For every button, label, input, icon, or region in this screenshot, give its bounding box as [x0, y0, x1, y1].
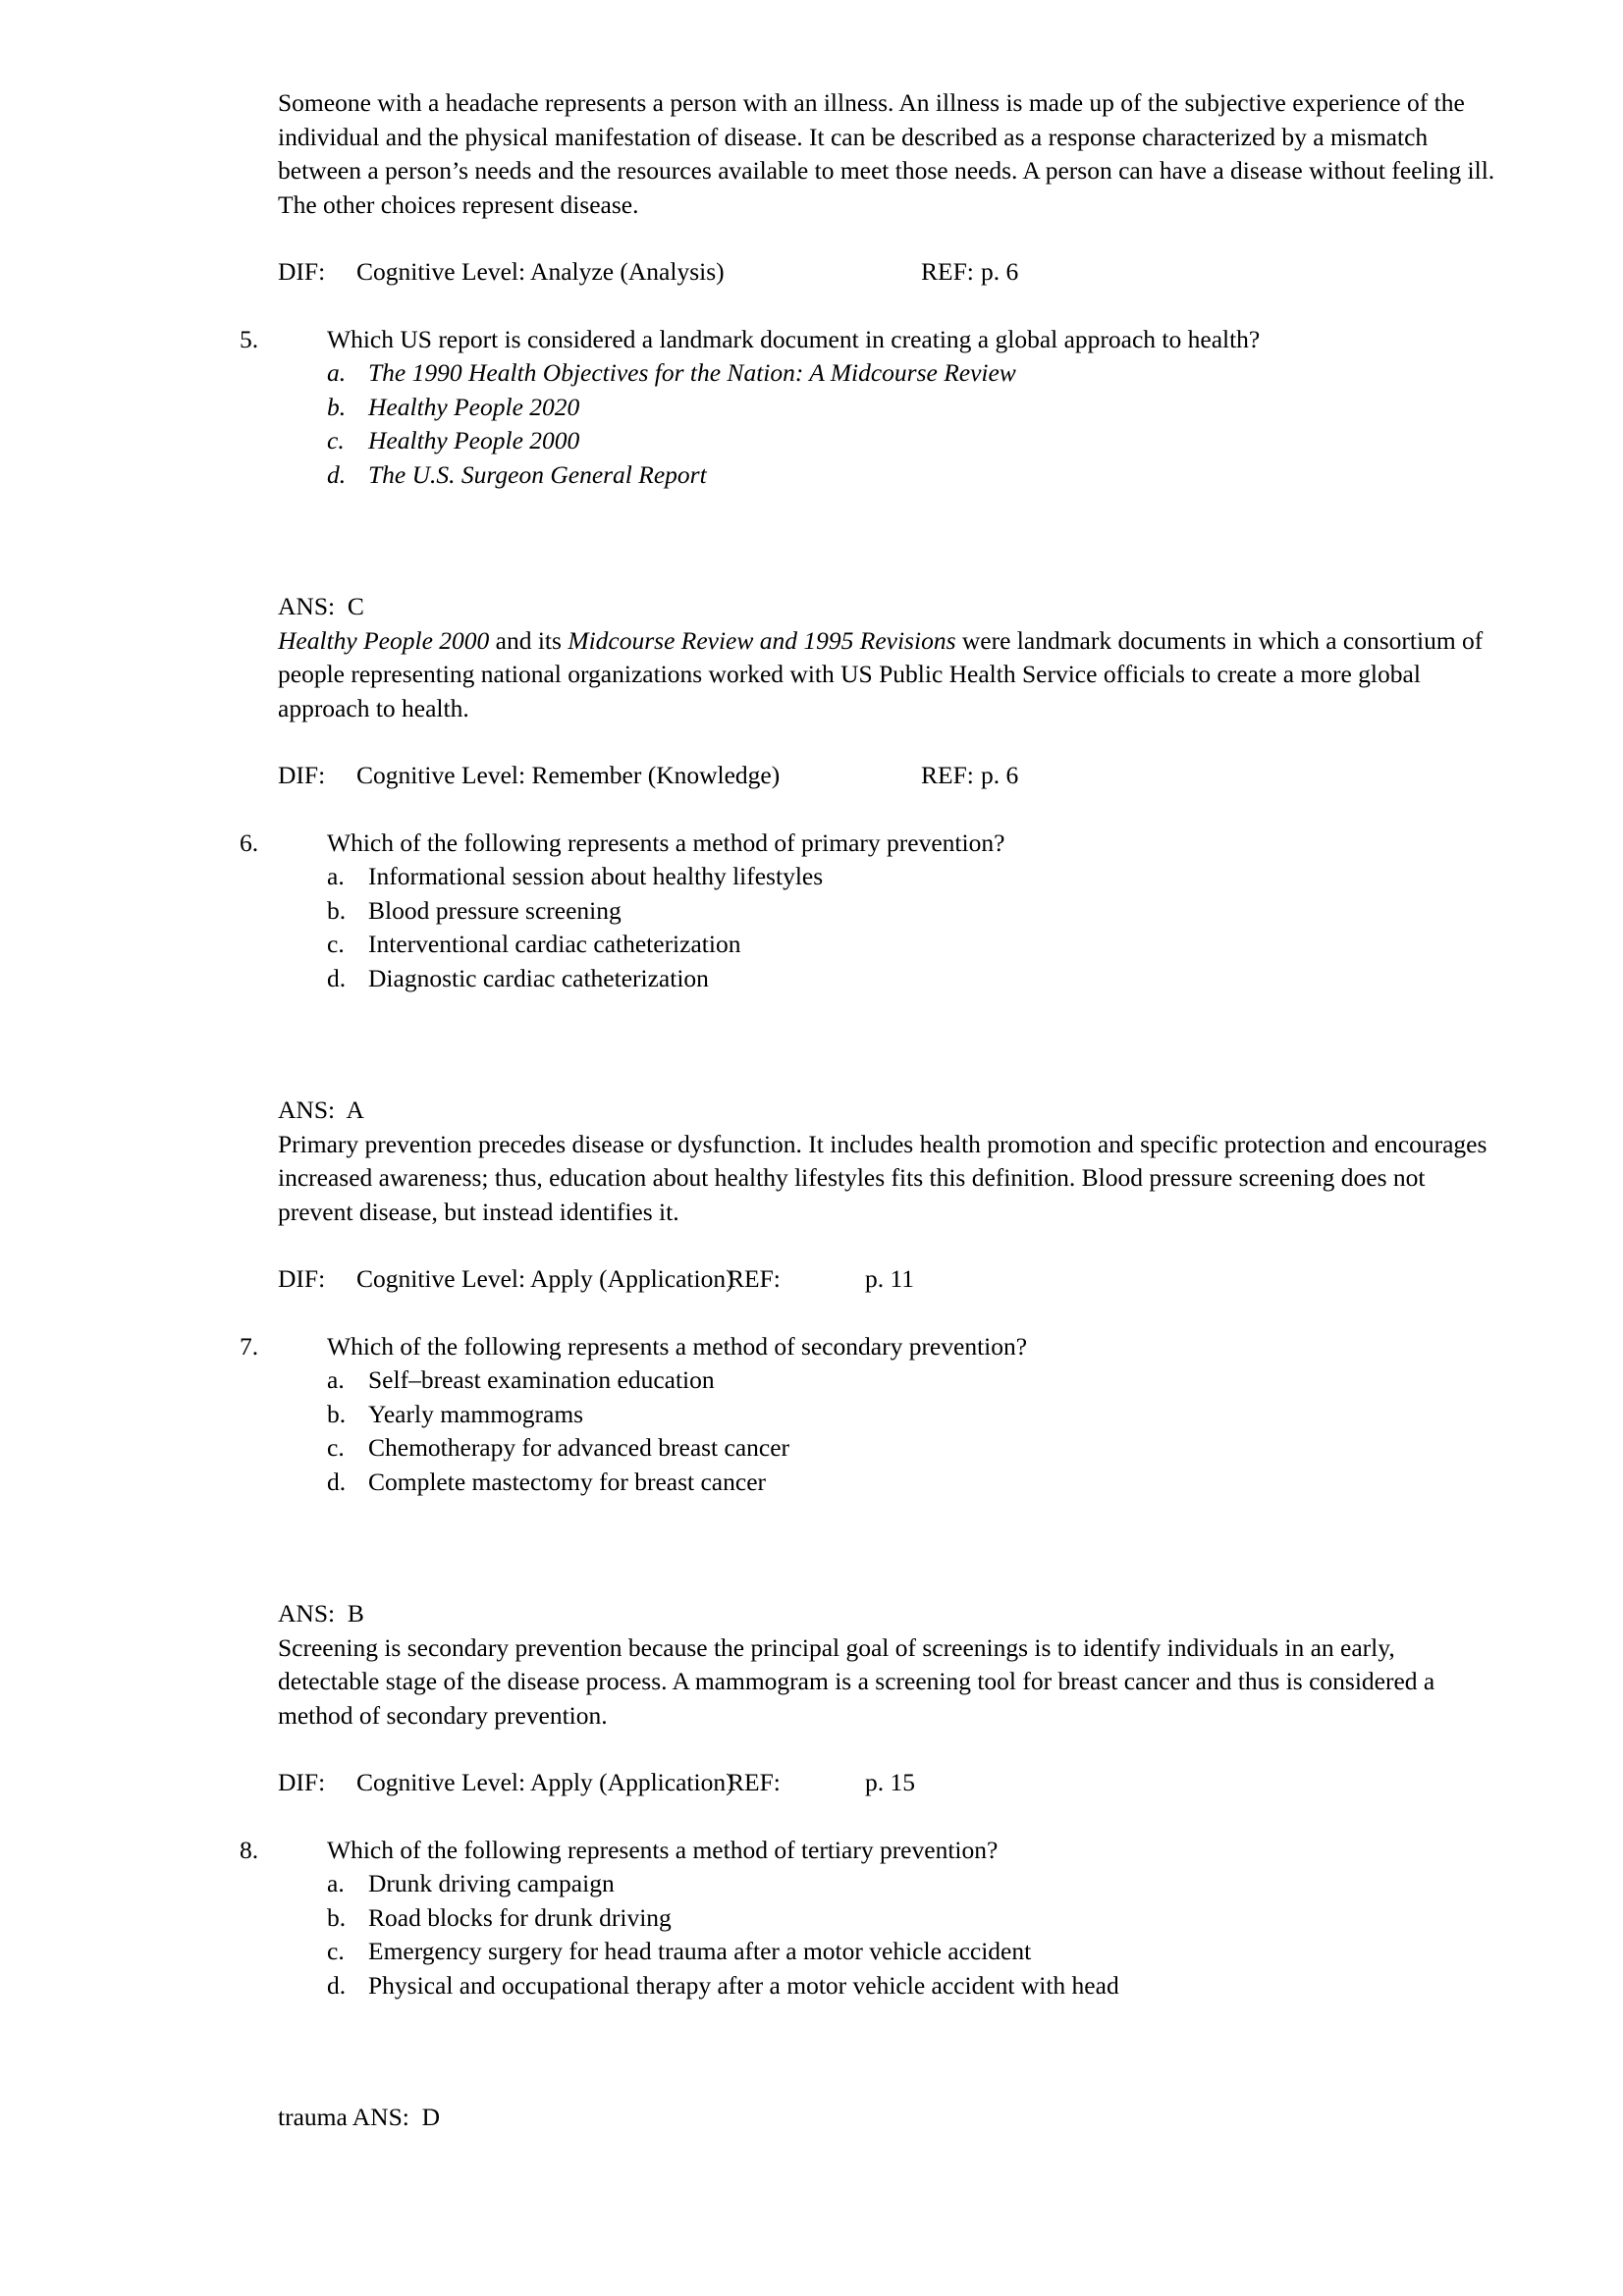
rationale-5: Healthy People 2000 and its Midcourse Review and 1995 Revisions were landmark documents in which a consortium of people representing national organizations worked with US Public Health Service officials to create a more global approach to health.: [278, 625, 1484, 722]
answer-value: C: [347, 592, 364, 620]
answer-line-5: [278, 590, 1500, 624]
option-letter: a.: [327, 1869, 345, 1897]
option-letter: d.: [327, 459, 347, 489]
option-6-d[interactable]: [278, 962, 1500, 996]
option-text: Healthy People 2020: [368, 392, 580, 421]
option-8-c[interactable]: [278, 1935, 1500, 1969]
ref-label: REF:: [728, 1768, 781, 1796]
option-7-d[interactable]: [278, 1466, 1500, 1500]
option-text: Physical and occupational therapy after a motor vehicle accident with head: [368, 1970, 1119, 2000]
options-list-8: [278, 1867, 1500, 2002]
ref-value: p. 6: [981, 257, 1019, 286]
option-5-a[interactable]: [278, 356, 1500, 391]
spacer: [278, 290, 1500, 323]
answer-value: B: [347, 1599, 364, 1628]
option-letter: d.: [327, 1970, 347, 2000]
ref-value: p. 6: [981, 761, 1019, 789]
dif-value: Cognitive Level: Apply (Application): [356, 1264, 734, 1293]
option-7-a[interactable]: [278, 1363, 1500, 1398]
question-stem-6: 6. Which of the following represents a method of primary prevention?: [278, 827, 1500, 861]
answer-label: ANS:: [278, 592, 336, 620]
dif-label: DIF:: [278, 1264, 326, 1293]
option-text: The 1990 Health Objectives for the Nation: A Midcourse Review: [368, 358, 1016, 387]
metadata-row-intro: [278, 255, 1500, 290]
dif-value: Cognitive Level: Remember (Knowledge): [356, 761, 781, 789]
dif-label: DIF:: [278, 761, 326, 789]
answer-spacer: [335, 1599, 348, 1628]
question-number-5: 5.: [240, 324, 259, 353]
answer-line-8: trauma ANS: D: [278, 2103, 441, 2131]
metadata-row-5: [278, 759, 1500, 793]
dif-value: Cognitive Level: Apply (Application): [356, 1768, 734, 1796]
rationale-6: Primary prevention precedes disease or dysfunction. It includes health promotion and specific protection and encourages increased awareness; thus, education about healthy lifestyles fits this definition. Blood pressure screening does not prevent disease, but instead identifies it.: [278, 1129, 1488, 1226]
options-list-6: [278, 860, 1500, 995]
answer-value: A: [346, 1095, 364, 1124]
spacer: [278, 1229, 1500, 1262]
answer-spacer: [335, 592, 348, 620]
option-letter: c.: [327, 426, 345, 454]
option-letter: a.: [327, 358, 347, 387]
option-7-b[interactable]: [278, 1398, 1500, 1432]
option-text: Emergency surgery for head trauma after a motor vehicle accident: [368, 1937, 1032, 1965]
option-text: Diagnostic cardiac catheterization: [368, 963, 709, 992]
option-8-b[interactable]: [278, 1901, 1500, 1936]
answer-label: ANS:: [278, 1095, 336, 1124]
option-text: Informational session about healthy lifestyles: [368, 862, 824, 890]
dif-value: Cognitive Level: Analyze (Analysis): [356, 257, 725, 286]
question-stem-5: 5. Which US report is considered a landmark document in creating a global approach to health?: [278, 323, 1500, 357]
question-block-7: [240, 1330, 1500, 1800]
answer-spacer: [335, 1095, 346, 1124]
question-stem-7: 7. Which of the following represents a method of secondary prevention?: [278, 1330, 1500, 1364]
metadata-row-7: [278, 1766, 1500, 1800]
option-letter: b.: [327, 392, 347, 421]
option-letter: a.: [327, 1365, 345, 1394]
option-text: Interventional cardiac catheterization: [368, 930, 741, 958]
question-number-6: 6.: [240, 828, 259, 857]
metadata-row-6: [278, 1262, 1500, 1297]
option-letter: b.: [327, 1902, 347, 1932]
option-8-a[interactable]: [278, 1867, 1500, 1901]
question-block-5: [240, 323, 1500, 793]
spacer: [278, 793, 1500, 827]
option-text: Self–breast examination education: [368, 1365, 715, 1394]
spacer: [278, 1733, 1500, 1766]
ref-label: REF:: [728, 1264, 781, 1293]
option-text: Blood pressure screening: [368, 895, 622, 925]
answer-label: ANS:: [278, 1599, 336, 1628]
document-body: [240, 86, 1500, 2135]
option-8-d[interactable]: [278, 1969, 1500, 2003]
option-6-c[interactable]: [278, 928, 1500, 962]
spacer: [278, 2002, 1500, 2101]
option-text: The U.S. Surgeon General Report: [368, 459, 707, 489]
ref-value: p. 11: [865, 1264, 915, 1293]
option-letter: a.: [327, 862, 345, 890]
intro-rationale-paragraph: Someone with a headache represents a person with an illness. An illness is made up of the subjective experience of the individual and the physical manifestation of disease. It can be described as a response characterized by a mismatch between a person’s needs and the resources available to meet those needs. A person can have a disease without feeling ill. The other choices represent disease.: [278, 88, 1495, 219]
option-7-c[interactable]: [278, 1431, 1500, 1466]
ref-value: p. 15: [865, 1768, 915, 1796]
answer-line-6: [278, 1094, 1500, 1128]
rationale-7: Screening is secondary prevention because the principal goal of screenings is to identify individuals in an early, detectable stage of the disease process. A mammogram is a screening tool for breast cancer and thus is considered a method of secondary prevention.: [278, 1632, 1435, 1730]
options-list-7: [278, 1363, 1500, 1499]
spacer: [278, 1499, 1500, 1597]
spacer: [278, 222, 1500, 255]
spacer: [278, 725, 1500, 759]
spacer: [278, 1297, 1500, 1330]
option-text: Road blocks for drunk driving: [368, 1902, 672, 1932]
option-text: Yearly mammograms: [368, 1399, 584, 1428]
option-text: Chemotherapy for advanced breast cancer: [368, 1433, 790, 1462]
spacer: [278, 1800, 1500, 1834]
option-5-b[interactable]: [278, 391, 1500, 425]
option-letter: d.: [327, 963, 347, 992]
options-list-5: [278, 356, 1500, 492]
ref-label: REF:: [921, 761, 974, 789]
option-letter: c.: [327, 1433, 345, 1462]
option-text: Drunk driving campaign: [368, 1869, 615, 1897]
option-letter: d.: [327, 1467, 347, 1496]
question-number-7: 7.: [240, 1331, 259, 1361]
option-letter: b.: [327, 1399, 347, 1428]
spacer: [278, 995, 1500, 1094]
question-block-8: [240, 1834, 1500, 2135]
option-5-d[interactable]: [278, 458, 1500, 493]
question-stem-8: 8. Which of the following represents a method of tertiary prevention?: [278, 1834, 1500, 1868]
option-text: Healthy People 2000: [368, 426, 580, 454]
answer-line-7: [278, 1597, 1500, 1631]
spacer: [278, 492, 1500, 590]
option-6-a[interactable]: [278, 860, 1500, 894]
option-6-b[interactable]: [278, 894, 1500, 929]
option-letter: c.: [327, 1937, 345, 1965]
option-letter: b.: [327, 895, 347, 925]
question-block-6: [240, 827, 1500, 1297]
option-5-c[interactable]: [278, 424, 1500, 458]
question-number-8: 8.: [240, 1835, 259, 1864]
dif-label: DIF:: [278, 257, 326, 286]
option-text: Complete mastectomy for breast cancer: [368, 1467, 766, 1496]
option-letter: c.: [327, 930, 345, 958]
ref-label: REF:: [921, 257, 974, 286]
dif-label: DIF:: [278, 1768, 326, 1796]
